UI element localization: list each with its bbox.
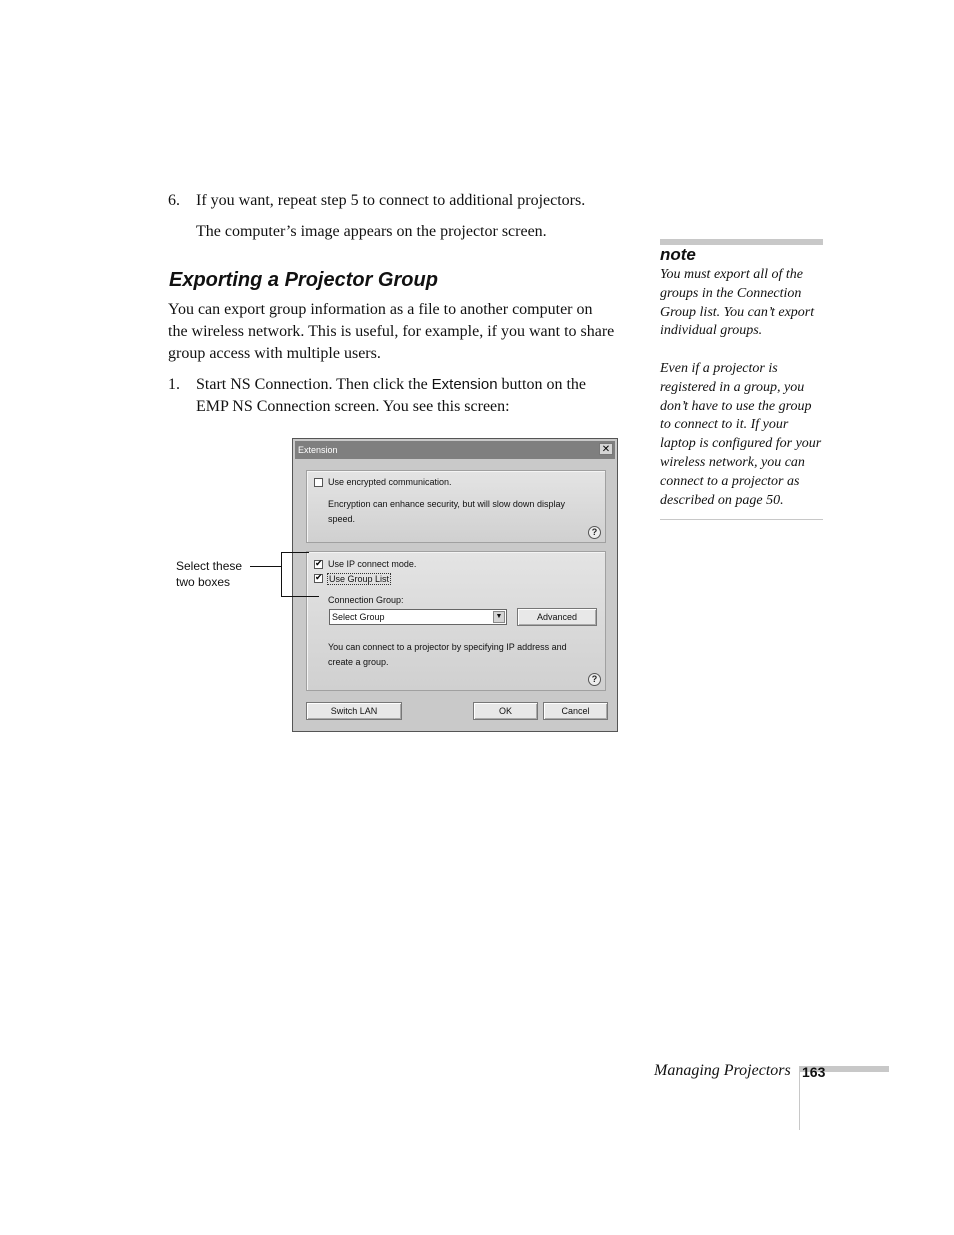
callout-line-1: Select these — [176, 559, 243, 573]
callout-bracket-bottom — [281, 596, 319, 597]
ip-description-line-2: create a group. — [328, 657, 389, 667]
encrypt-description-line-2: speed. — [328, 514, 356, 524]
step-6-followup: The computer’s image appears on the projector screen. — [196, 223, 547, 240]
encrypt-checkbox[interactable] — [314, 478, 323, 487]
note-line: wireless network, you can — [660, 454, 805, 470]
extension-dialog — [292, 438, 618, 732]
encryption-group — [306, 470, 606, 543]
cancel-button[interactable]: Cancel — [543, 702, 608, 720]
note-line: described on page 50. — [660, 492, 784, 508]
note-line: to connect to it. If your — [660, 417, 789, 433]
close-icon[interactable]: ✕ — [599, 443, 613, 455]
dialog-titlebar — [295, 441, 615, 459]
advanced-button[interactable]: Advanced — [517, 608, 597, 626]
note-line: don’t have to use the group — [660, 398, 812, 414]
note-line: connect to a projector as — [660, 473, 800, 489]
ip-connect-group — [306, 551, 606, 691]
footer-chapter: Managing Projectors — [654, 1062, 791, 1079]
encrypt-checkbox-label: Use encrypted communication. — [328, 477, 452, 487]
note-line: You must export all of the — [660, 267, 803, 282]
callout-bracket-top — [281, 552, 309, 553]
note-line: individual groups. — [660, 323, 763, 339]
step-1-text — [196, 374, 586, 418]
callout-bracket — [281, 552, 282, 596]
callout-label — [176, 558, 242, 590]
intro-line: group access with multiple users. — [168, 345, 381, 362]
connection-group-label: Connection Group: — [328, 595, 404, 605]
chevron-down-icon[interactable]: ▼ — [493, 611, 505, 623]
step-6-number: 6. — [168, 192, 180, 209]
help-icon[interactable]: ? — [588, 673, 601, 686]
note-body — [660, 266, 821, 510]
connection-group-select[interactable] — [329, 609, 507, 625]
step-1-text-before: Start NS Connection. Then click the — [196, 376, 432, 393]
callout-leader-line — [250, 566, 281, 567]
extension-ui-term: Extension — [431, 376, 498, 393]
note-line: registered in a group, you — [660, 379, 805, 395]
note-title: note — [660, 245, 696, 264]
intro-line: You can export group information as a file to another computer on — [168, 301, 593, 318]
connection-group-value: Select Group — [332, 612, 385, 622]
section-heading: Exporting a Projector Group — [169, 269, 438, 291]
dialog-title: Extension — [298, 445, 338, 455]
footer-vertical-rule — [799, 1066, 800, 1130]
group-list-checkbox[interactable]: ✔ — [315, 573, 323, 583]
note-line: groups in the Connection — [660, 285, 802, 301]
group-list-checkbox-label: Use Group List — [329, 574, 390, 584]
note-line: Group list. You can’t export — [660, 304, 815, 320]
step-6-text: If you want, repeat step 5 to connect to additional projectors. — [196, 192, 586, 209]
ip-connect-checkbox-label: Use IP connect mode. — [328, 559, 417, 569]
ip-description-line-1: You can connect to a projector by specifying IP address and — [328, 642, 567, 652]
step-1-text-after: button on the — [497, 376, 586, 393]
help-icon[interactable]: ? — [588, 526, 601, 539]
callout-line-2: two boxes — [176, 575, 231, 589]
note-end-rule — [660, 519, 823, 520]
ok-button[interactable]: OK — [473, 702, 538, 720]
ip-connect-checkbox[interactable]: ✔ — [315, 559, 323, 569]
encrypt-description-line-1: Encryption can enhance security, but will slow down display — [328, 499, 565, 509]
note-line: Even if a projector is — [660, 360, 778, 376]
switch-lan-button[interactable]: Switch LAN — [306, 702, 402, 720]
intro-line: the wireless network. This is useful, for example, if you want to share — [168, 323, 615, 340]
step-1-line-2: EMP NS Connection screen. You see this screen: — [196, 398, 510, 415]
step-1-number: 1. — [168, 376, 180, 393]
note-line: laptop is configured for your — [660, 436, 822, 452]
page-number: 163 — [802, 1064, 826, 1080]
step-1-line-1 — [196, 374, 586, 396]
section-intro — [168, 299, 614, 365]
note-line — [660, 341, 821, 360]
